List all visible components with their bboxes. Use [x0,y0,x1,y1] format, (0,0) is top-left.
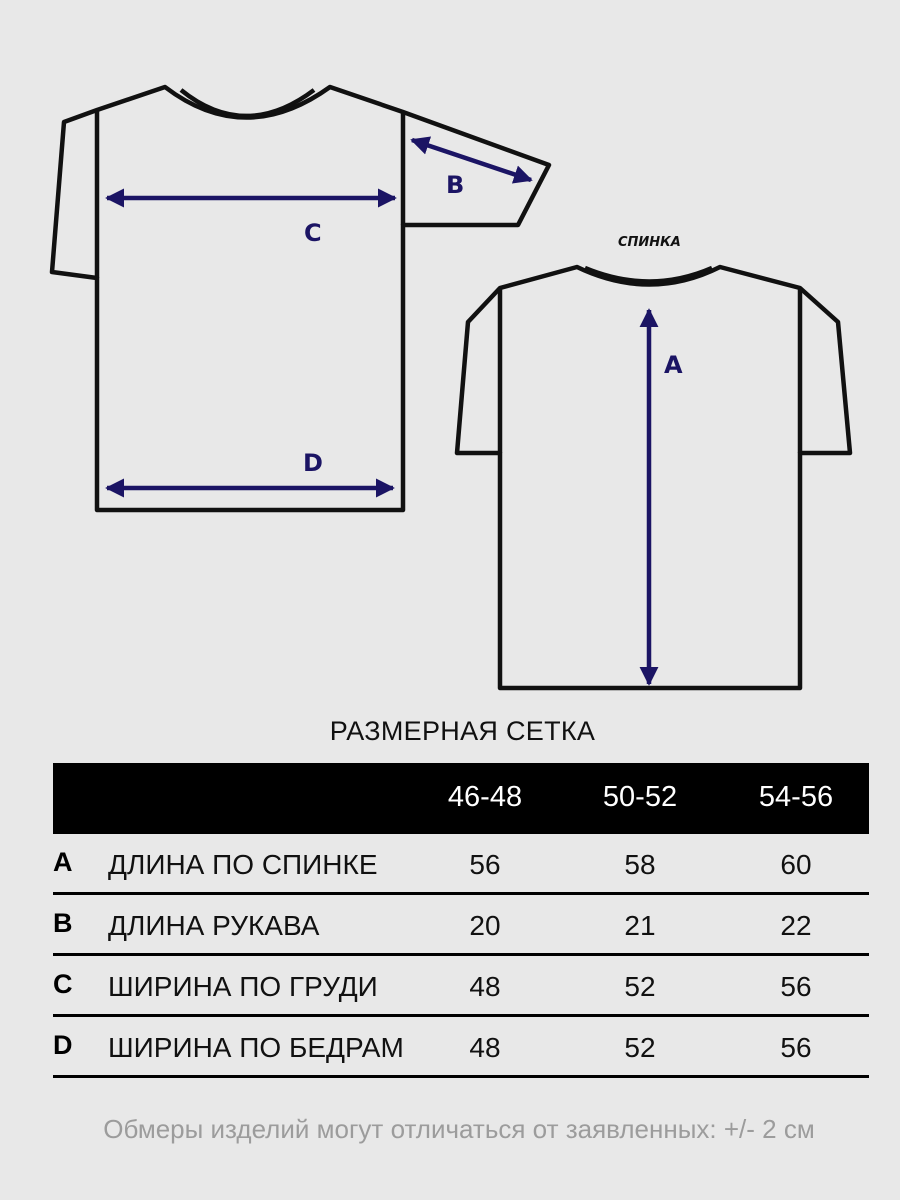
row-value: 52 [624,1032,656,1063]
table-row [53,956,869,1017]
row-value: 60 [780,849,812,880]
table-header [53,763,869,834]
table-row [53,834,869,895]
row-name: ШИРИНА ПО БЕДРАМ [108,1032,404,1063]
row-value: 56 [780,1032,812,1063]
row-value: 52 [624,971,656,1002]
row-letter: C [53,969,73,999]
arrow-b [412,140,531,180]
row-name: ДЛИНА ПО СПИНКЕ [108,849,378,880]
row-divider [53,1075,869,1078]
table-row [53,895,869,956]
row-value: 20 [469,910,501,941]
row-letter: D [53,1030,73,1060]
mark-b: B [446,171,465,199]
row-value: 22 [780,910,812,941]
size-header: 54-56 [758,781,834,813]
row-value: 21 [624,910,656,941]
back-tshirt [457,267,850,688]
row-name: ДЛИНА РУКАВА [108,910,320,941]
size-header: 46-48 [447,781,523,813]
table-row [53,1017,869,1078]
mark-d: D [303,449,323,477]
measurement-note: Обмеры изделий могут отличаться от заявленных: +/- 2 см [103,1114,815,1144]
row-name: ШИРИНА ПО ГРУДИ [108,971,378,1002]
size-header: 50-52 [602,781,678,813]
row-value: 58 [624,849,656,880]
row-value: 56 [469,849,501,880]
row-letter: B [53,908,73,938]
row-value: 48 [469,971,501,1002]
row-value: 48 [469,1032,501,1063]
table-title: РАЗМЕРНАЯ СЕТКА [329,716,596,746]
back-label: СПИНКА [618,235,681,250]
mark-c: C [304,219,322,247]
row-letter: A [53,847,73,877]
row-value: 56 [780,971,812,1002]
front-tshirt [52,87,549,510]
mark-a: A [664,351,683,379]
